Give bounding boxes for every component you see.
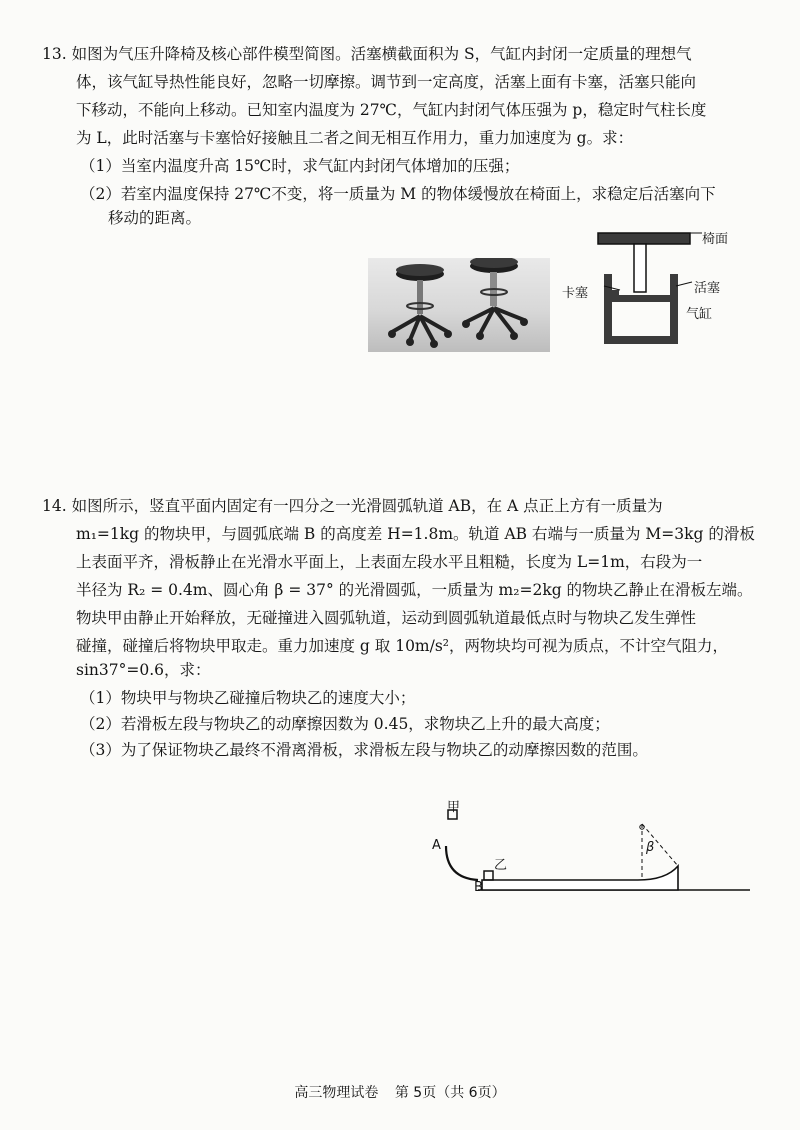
chair-photo — [368, 258, 550, 352]
q14-line-4: 半径为 R₂ = 0.4m、圆心角 β = 37° 的光滑圆弧，一质量为 m₂=2kg 的物块乙静止在滑板左端。 — [76, 581, 753, 599]
label-beta: β — [646, 840, 655, 855]
label-yi: 乙 — [494, 858, 508, 873]
q14-line-6: 碰撞，碰撞后将物块甲取走。重力加速度 g 取 10m/s²，两物块均可视为质点，不计空气阻力， — [76, 637, 729, 655]
q14-line-1: 14. 如图所示，竖直平面内固定有一四分之一光滑圆弧轨道 AB，在 A 点正上方有一质量为 — [42, 497, 663, 515]
q14-line-2: m₁=1kg 的物块甲，与圆弧底端 B 的高度差 H=1.8m。轨道 AB 右端与一质量为 M=3kg 的滑板 — [76, 525, 755, 543]
q13-sub-1: （1）当室内温度升高 15℃时，求气缸内封闭气体增加的压强； — [80, 157, 520, 175]
track-diagram — [420, 790, 760, 900]
label-jia: 甲 — [447, 800, 461, 815]
page-footer — [0, 1082, 800, 1102]
q13-sub-2: （2）若室内温度保持 27℃不变，将一质量为 M 的物体缓慢放在椅面上，求稳定后活塞向下 — [80, 185, 716, 203]
label-cylinder: 气缸 — [686, 307, 713, 322]
q13-line-2: 体，该气缸导热性能良好，忽略一切摩擦。调节到一定高度，活塞上面有卡塞，活塞只能向 — [76, 73, 697, 91]
footer-page-number: 第 5页（共 6页） — [394, 1085, 506, 1101]
label-seat: 椅面 — [702, 232, 729, 247]
block-yi — [484, 871, 493, 880]
label-leader-lines — [594, 226, 704, 302]
arc-ab — [446, 846, 478, 880]
q14-line-5: 物块甲由静止开始释放，无碰撞进入圆弧轨道，运动到圆弧轨道最低点时与物块乙发生弹性 — [76, 609, 697, 627]
label-stopper: 卡塞 — [562, 286, 589, 301]
footer-subject: 高三物理试卷 — [294, 1085, 379, 1101]
q13-sub-2-cont: 移动的距离。 — [108, 209, 202, 227]
slider-board — [482, 866, 678, 890]
label-point-a: A — [432, 838, 441, 853]
q13-line-4: 为 L，此时活塞与卡塞恰好接触且二者之间无相互作用力，重力加速度为 g。求： — [76, 129, 634, 147]
q14-sub-2: （2）若滑板左段与物块乙的动摩擦因数为 0.45，求物块乙上升的最大高度； — [80, 715, 610, 733]
label-piston: 活塞 — [694, 281, 721, 296]
q14-line-3: 上表面平齐，滑板静止在光滑水平面上，上表面左段水平且粗糙，长度为 L=1m，右段为一 — [76, 553, 703, 571]
q14-sub-3: （3）为了保证物块乙最终不滑离滑板，求滑板左段与物块乙的动摩擦因数的范围。 — [80, 741, 648, 759]
label-point-b: B — [474, 880, 483, 895]
q13-line-1: 13. 如图为气压升降椅及核心部件模型简图。活塞横截面积为 S，气缸内封闭一定质量的理想气 — [42, 45, 692, 63]
q14-line-7: sin37°=0.6，求： — [76, 661, 211, 679]
q14-sub-1: （1）物块甲与物块乙碰撞后物块乙的速度大小； — [80, 689, 416, 707]
chair-photo-illustration — [368, 258, 550, 352]
q13-line-3: 下移动，不能向上移动。已知室内温度为 27℃，气缸内封闭气体压强为 p，稳定时气柱长度 — [76, 101, 707, 119]
cylinder-base — [604, 336, 678, 344]
